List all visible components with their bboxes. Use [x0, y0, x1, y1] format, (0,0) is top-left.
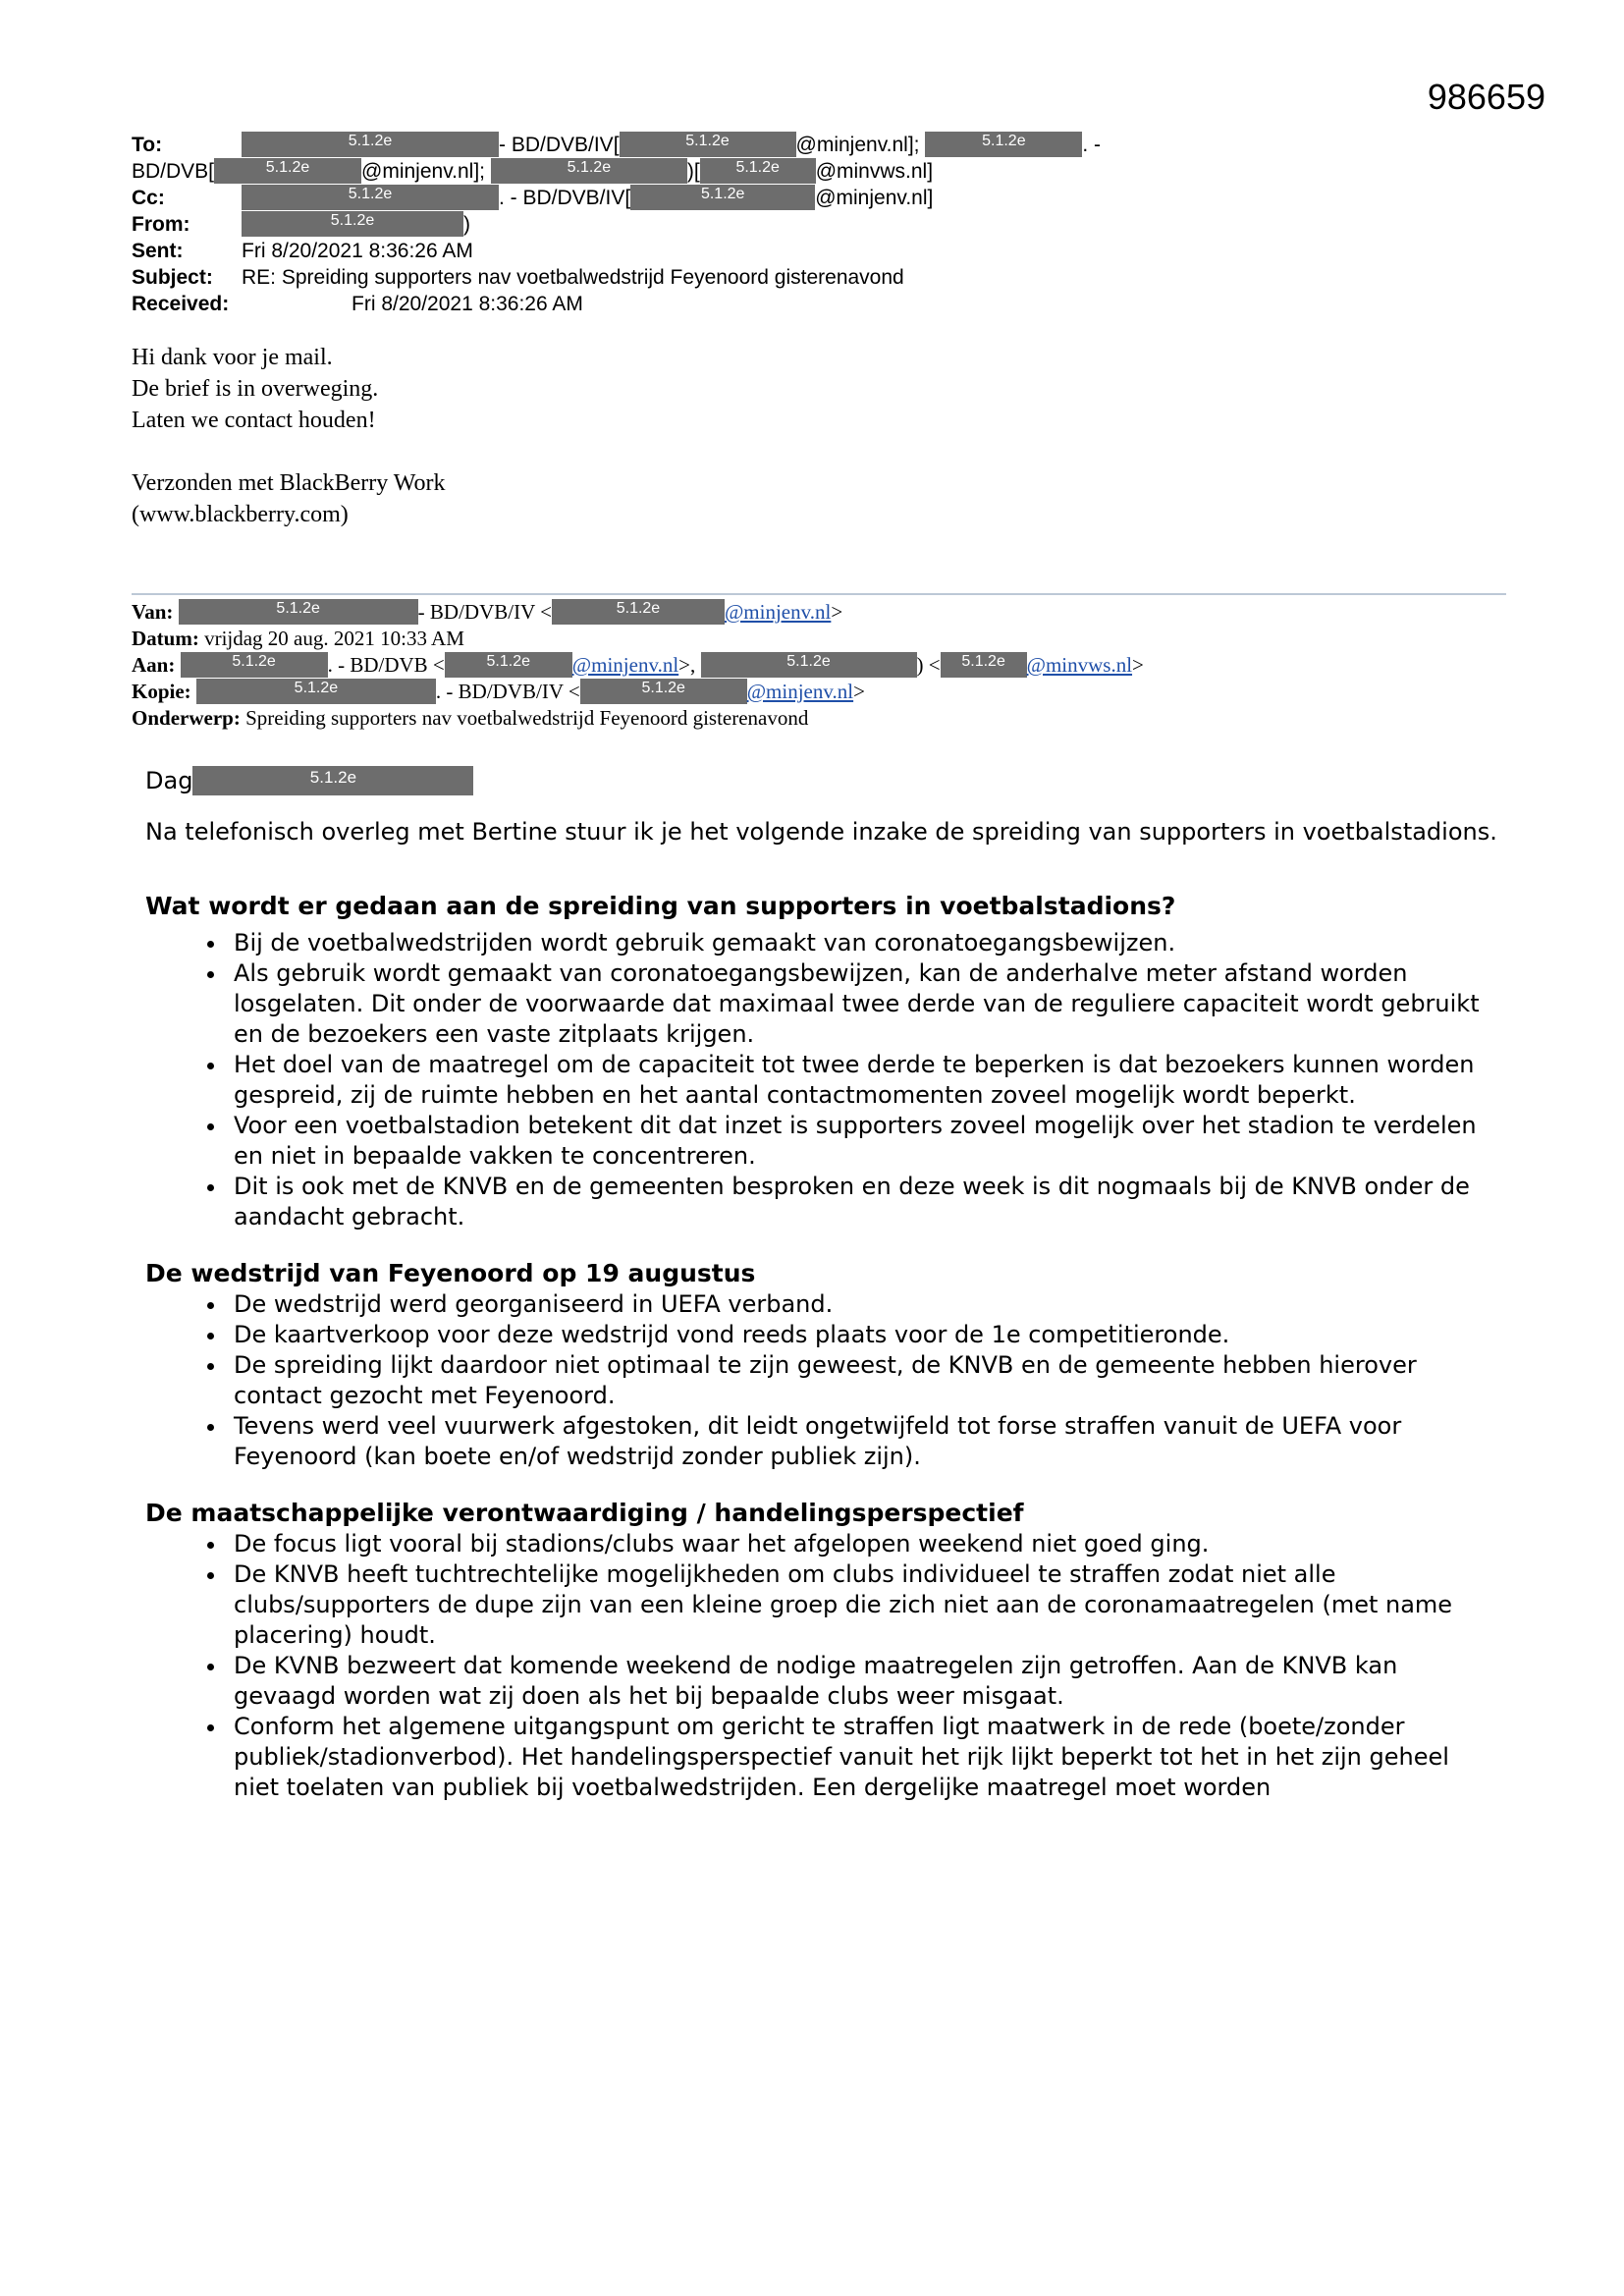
bullet-list [145, 928, 1500, 1232]
forward-kopie-line: Kopie: 5.1.2e . - BD/DVB/IV < 5.1.2e @minjenv.nl> [132, 680, 865, 703]
redaction-box: 5.1.2e [925, 132, 1082, 157]
section-heading: Wat wordt er gedaan aan de spreiding van supporters in voetbalstadions? [145, 892, 1176, 920]
email-link[interactable]: @minvws.nl [1026, 653, 1133, 677]
list-item: • De spreiding lijkt daardoor niet optimaal te zijn geweest, de KNVB en de gemeente hebben hierover contact gezocht met Feyenoord. [228, 1350, 1500, 1411]
list-item: • Conform het algemene uitgangspunt om gericht te straffen ligt maatwerk in de rede (boete/zonder publiek/stadionverbod). Het handelingsperspectief vanuit het rijk lijkt beperkt tot het in het zijn geheel niet toelaten van publiek bij voetbalwedstrijden. Een dergelijke maatregel moet worden [228, 1712, 1500, 1803]
van-label: Van: [132, 600, 174, 624]
redaction-box: 5.1.2e [620, 132, 796, 157]
redaction-box: 5.1.2e [242, 185, 499, 210]
list-item: • De KVNB bezweert dat komende weekend de nodige maatregelen zijn getroffen. Aan de KNVB kan gevaagd worden wat zij doen als het bij bepaalde clubs weer misgaat. [228, 1651, 1500, 1712]
list-item: • Dit is ook met de KNVB en de gemeenten besproken en deze week is dit nogmaals bij de KNVB onder de aandacht gebracht. [228, 1172, 1500, 1232]
subject-value: RE: Spreiding supporters nav voetbalwedstrijd Feyenoord gisterenavond [242, 266, 904, 289]
redaction-box: 5.1.2e [491, 158, 687, 184]
separator [132, 593, 1506, 595]
header-received-line [132, 291, 583, 317]
datum-label: Datum: [132, 627, 199, 650]
header-to-line-2: BD/DVB[ 5.1.2e @minjenv.nl]; 5.1.2e )[ 5.1.2e @minvws.nl] [132, 159, 934, 183]
onderwerp-label: Onderwerp: [132, 706, 241, 730]
redaction-box: 5.1.2e [242, 211, 463, 237]
sent-value: Fri 8/20/2021 8:36:26 AM [242, 240, 473, 262]
subject-label: Subject: [132, 266, 213, 289]
list-item: • Tevens werd veel vuurwerk afgestoken, dit leidt ongetwijfeld tot forse straffen vanuit de UEFA voor Feyenoord (kan boete en/of wedstrijd zonder publiek zijn). [228, 1411, 1500, 1472]
forward-aan-line: Aan: 5.1.2e . - BD/DVB < 5.1.2e @minjenv.nl>, 5.1.2e ) < 5.1.2e @minvws.nl> [132, 653, 1144, 677]
cc-label: Cc: [132, 187, 165, 209]
section-heading: De maatschappelijke verontwaardiging / handelingsperspectief [145, 1499, 1024, 1527]
document-number: 986659 [1427, 77, 1545, 117]
redaction-box: 5.1.2e [196, 679, 436, 704]
list-item: • De kaartverkoop voor deze wedstrijd vond reeds plaats voor de 1e competitieronde. [228, 1320, 1500, 1350]
greeting: Dag [145, 767, 193, 794]
header-to-line: To: 5.1.2e - BD/DVB/IV[ 5.1.2e @minjenv.nl]; 5.1.2e . - [132, 133, 1102, 156]
list-item: • Als gebruik wordt gemaakt van coronatoegangsbewijzen, kan de anderhalve meter afstand worden losgelaten. Dit onder de voorwaarde dat maximaal twee derde van de reguliere capaciteit wordt gebruikt en de bezoekers een vaste zitplaats krijgen. [228, 958, 1500, 1050]
redaction-box: 5.1.2e [580, 679, 747, 704]
section-heading: De wedstrijd van Feyenoord op 19 augustus [145, 1259, 756, 1287]
email-link[interactable]: @minjenv.nl [746, 680, 854, 703]
redaction-box: 5.1.2e [192, 766, 473, 795]
kopie-label: Kopie: [132, 680, 191, 703]
forward-van-line: Van: 5.1.2e - BD/DVB/IV < 5.1.2e @minjenv.nl> [132, 600, 843, 624]
email-link[interactable]: @minjenv.nl [571, 653, 679, 677]
onderwerp-value: Spreiding supporters nav voetbalwedstrijd Feyenoord gisterenavond [245, 706, 809, 730]
header-cc-line: Cc: 5.1.2e . - BD/DVB/IV[ 5.1.2e @minjenv.nl] [132, 186, 934, 209]
message-body [145, 766, 1500, 1803]
sent-label: Sent: [132, 240, 184, 262]
redaction-box: 5.1.2e [214, 158, 361, 184]
datum-value: vrijdag 20 aug. 2021 10:33 AM [204, 627, 464, 650]
forward-datum-line [132, 626, 464, 652]
signature-line: Verzonden met BlackBerry Work [132, 470, 446, 496]
redaction-box: 5.1.2e [552, 599, 725, 625]
list-item: • Het doel van de maatregel om de capaciteit tot twee derde te beperken is dat bezoekers kunnen worden gespreid, zij de ruimte hebben en het aantal contactmomenten zoveel mogelijk wordt beperkt. [228, 1050, 1500, 1111]
list-item: • Bij de voetbalwedstrijden wordt gebruik gemaakt van coronatoegangsbewijzen. [228, 928, 1500, 958]
list-item: • De KNVB heeft tuchtrechtelijke mogelijkheden om clubs individueel te straffen zodat niet alle clubs/supporters de dupe zijn van een kleine groep die zich niet aan de coronamaatregelen (met name placering) houdt. [228, 1559, 1500, 1651]
redaction-box: 5.1.2e [242, 132, 499, 157]
list-item: • De focus ligt vooral bij stadions/clubs waar het afgelopen weekend niet goed ging. [228, 1529, 1500, 1559]
signature-line: (www.blackberry.com) [132, 502, 349, 527]
aan-label: Aan: [132, 653, 176, 677]
bullet-list [145, 1529, 1500, 1803]
intro-paragraph: Na telefonisch overleg met Bertine stuur ik je het volgende inzake de spreiding van supporters in voetbalstadions. [145, 818, 1497, 846]
reply-message: Hi dank voor je mail. De brief is in overweging. Laten we contact houden! Verzonden met BlackBerry Work (www.blackberry.com) [132, 342, 446, 530]
header-sent-line [132, 238, 473, 264]
redaction-box: 5.1.2e [181, 652, 328, 678]
redaction-box: 5.1.2e [445, 652, 572, 678]
received-label: Received: [132, 293, 230, 315]
redaction-box: 5.1.2e [701, 652, 917, 678]
forward-onderwerp-line [132, 705, 808, 732]
redaction-box: 5.1.2e [700, 158, 816, 184]
redaction-box: 5.1.2e [630, 185, 815, 210]
redaction-box: 5.1.2e [179, 599, 418, 625]
list-item: • De wedstrijd werd georganiseerd in UEFA verband. [228, 1289, 1500, 1320]
header-subject-line [132, 264, 904, 291]
header-from-line: From: 5.1.2e ) [132, 212, 470, 236]
greeting-line [145, 766, 1500, 803]
to-label: To: [132, 134, 163, 156]
redaction-box: 5.1.2e [941, 652, 1027, 678]
received-value: Fri 8/20/2021 8:36:26 AM [352, 293, 583, 315]
email-link[interactable]: @minjenv.nl [724, 600, 832, 624]
bullet-list [145, 1289, 1500, 1472]
list-item: • Voor een voetbalstadion betekent dit dat inzet is supporters zoveel mogelijk over het stadion te verdelen en niet in bepaalde vakken te concentreren. [228, 1111, 1500, 1172]
from-label: From: [132, 213, 190, 236]
